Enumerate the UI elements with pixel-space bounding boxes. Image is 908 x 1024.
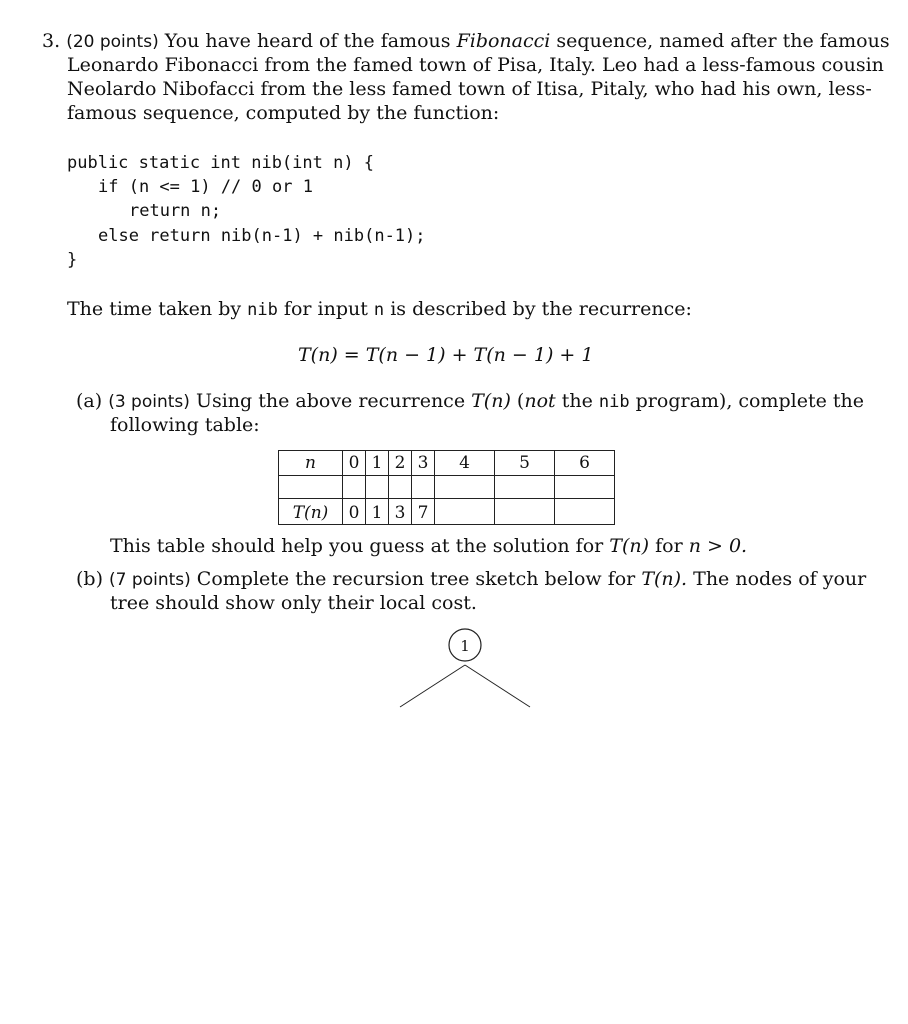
part-b-line-1 [76, 567, 866, 592]
tree-left-edge [400, 665, 465, 707]
table-cell-t-4[interactable] [435, 499, 495, 525]
after-table-text-a: This table should help you guess at the solution for [110, 535, 604, 557]
recurrence-code-nib: nib [247, 300, 278, 320]
after-table-tn: T(n) [609, 535, 650, 557]
table-cell-n-4: 4 [435, 451, 495, 476]
part-a-points: (3 points) [108, 392, 190, 412]
code-line-2: if (n <= 1) // 0 or 1 [98, 177, 313, 197]
code-line-1: public static int nib(int n) { [67, 153, 375, 173]
table-gap-cell [343, 476, 366, 499]
part-a-line-1 [76, 389, 864, 414]
table-cell-n-3: 3 [412, 451, 435, 476]
part-b-text-b: The nodes of your [693, 568, 867, 590]
table-gap-cell [389, 476, 412, 499]
table-cell-n-2: 2 [389, 451, 412, 476]
table-gap-cell [279, 476, 343, 499]
recurrence-intro [67, 297, 692, 322]
table-cell-t-5[interactable] [495, 499, 555, 525]
table-row-n [279, 451, 615, 476]
table-gap-cell [495, 476, 555, 499]
recursion-tree [390, 625, 540, 715]
table-cell-t-6[interactable] [555, 499, 615, 525]
table-row-gap [279, 476, 615, 499]
table-gap-cell [366, 476, 389, 499]
problem-number: 3. [42, 30, 61, 52]
part-a-text-c: program), complete the [635, 390, 865, 412]
table-gap-cell [555, 476, 615, 499]
table-cell-t-0: 0 [343, 499, 366, 525]
problem-points: (20 points) [66, 32, 159, 52]
table-cell-n-5: 5 [495, 451, 555, 476]
table-gap-cell [412, 476, 435, 499]
table-cell-n-0: 0 [343, 451, 366, 476]
recurrence-text-a: The time taken by [67, 298, 242, 320]
part-a-text-b: the [561, 390, 593, 412]
table-cell-t-2: 3 [389, 499, 412, 525]
part-b-tn: T(n). [641, 568, 688, 590]
problem-line-1 [42, 29, 890, 54]
part-a-text-a: Using the above recurrence [195, 390, 466, 412]
part-a-tn: T(n) [471, 390, 511, 412]
code-line-3: return n; [129, 201, 222, 221]
problem-line-2: Leonardo Fibonacci from the famed town of Pisa, Italy. Leo had a less-famous cousin [67, 54, 884, 76]
problem-line-4: famous sequence, computed by the function: [67, 102, 500, 124]
part-b-line-2: tree should show only their local cost. [110, 592, 477, 614]
intro-text-cont: sequence, named after the famous [556, 30, 890, 52]
code-line-4: else return nib(n-1) + nib(n-1); [98, 226, 426, 246]
part-a-line-2: following table: [110, 414, 260, 436]
part-a-label: (a) [76, 390, 103, 412]
table-cell-n-1: 1 [366, 451, 389, 476]
recurrence-text-b: for input [283, 298, 368, 320]
part-b-label: (b) [76, 568, 103, 590]
part-b-points: (7 points) [109, 570, 191, 590]
table-cell-t-3: 7 [412, 499, 435, 525]
part-a-not: not [524, 390, 556, 412]
tree-root-cost: 1 [460, 637, 470, 655]
recurrence-code-n: n [373, 300, 385, 320]
part-a-paren: ( [516, 390, 525, 412]
part-b-text-a: Complete the recursion tree sketch below for [196, 568, 636, 590]
after-table-text-b: for [655, 535, 683, 557]
recurrence-table [278, 450, 615, 525]
table-cell-n-6: 6 [555, 451, 615, 476]
table-header-n: n [279, 451, 343, 476]
part-a-code-nib: nib [598, 392, 630, 412]
table-row-tn [279, 499, 615, 525]
intro-text: You have heard of the famous [164, 30, 451, 52]
code-line-5: } [67, 250, 78, 270]
recurrence-text-c: is described by the recurrence: [390, 298, 692, 320]
problem-line-3: Neolardo Nibofacci from the less famed town of Itisa, Pitaly, who had his own, less- [67, 78, 872, 100]
table-gap-cell [435, 476, 495, 499]
fibonacci-word: Fibonacci [456, 30, 551, 52]
recurrence-equation: T(n) = T(n − 1) + T(n − 1) + 1 [298, 344, 594, 366]
table-header-tn: T(n) [279, 499, 343, 525]
part-a-after-table [110, 534, 747, 558]
table-cell-t-1: 1 [366, 499, 389, 525]
tree-right-edge [465, 665, 530, 707]
after-table-condition: n > 0. [688, 535, 748, 557]
